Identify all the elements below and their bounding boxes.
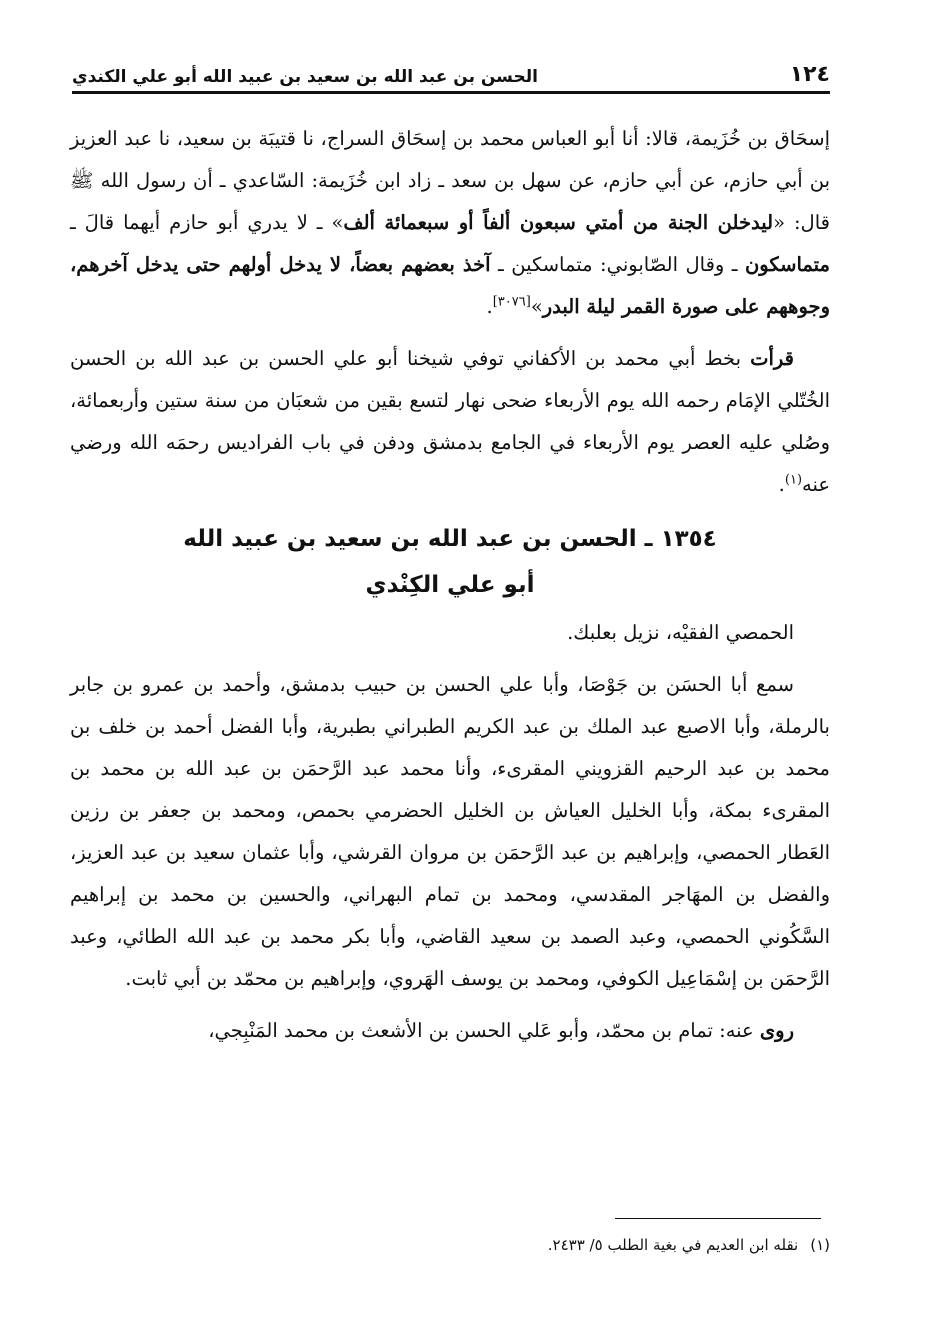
hadith-text-bold: ليدخلن الجنة من أمتي سبعون ألفاً أو سبعمائة ألف	[343, 211, 774, 234]
footnote	[70, 1232, 830, 1258]
narrator-comment: ـ وقال الصّابوني: متماسكين ـ	[490, 253, 745, 276]
page-header	[72, 58, 830, 94]
period: .	[778, 473, 785, 496]
lead-word: قرأت	[750, 347, 794, 370]
entry-heading-line-2: أبو علي الكِنْدي	[365, 572, 535, 598]
page-number: ١٢٤	[789, 62, 830, 87]
teachers-paragraph	[70, 664, 830, 1000]
paragraph-text: الحمصي الفقيْه، نزيل بعلبك.	[567, 621, 794, 644]
death-report-paragraph	[70, 338, 830, 506]
paragraph-text: سمع أبا الحسَن بن جَوْصَا، وأبا علي الحسن بن حبيب بدمشق، وأحمد بن عمرو بن جابر بالرملة، وأبا الاصبع عبد الملك بن عبد الكريم الطبراني بطبرية، وأبا الفضل أحمد بن خلف بن محمد بن عبد الرحيم القزويني المقرىء، وأنا محمد عبد الرَّحمَن بن عبد الله بن محمد بن المقرىء بمكة، وأبا الخليل العياش بن الخليل الحضرمي بحمص، ومحمد بن جعفر بن رزين العَطار الحمصي، وإبراهيم بن عبد الرَّحمَن بن مروان القرشي، وأبا عثمان سعيد بن عبد العزيز، والفضل بن المهَاجر المقدسي، ومحمد بن تمام البهراني، والحسين بن محمد بن إبراهيم السَّكُوني الحمصي، وعبد الصمد بن سعيد القاضي، وأبا بكر محمد بن عبد الله الطائي، وعبد الرَّحمَن بن إسْمَاعِيل الكوفي، ومحمد بن يوسف الهَروي، وإبراهيم بن محمّد بن أبي ثابت.	[70, 673, 830, 990]
hadith-paragraph	[70, 118, 830, 328]
footnote-text: نقله ابن العديم في بغية الطلب ٥/ ٢٤٣٣.	[547, 1236, 799, 1254]
hadith-text-bold: آخذ بعضهم بعضاً، لا يدخل أولهم حتى يدخل آخرهم، وجوههم على صورة القمر ليلة البدر	[70, 253, 830, 318]
running-title: الحسن بن عبد الله بن سعيد بن عبيد الله أبو علي الكندي	[72, 67, 538, 87]
hadith-text-bold: متماسكون	[744, 253, 830, 276]
lead-word: روى	[759, 1019, 794, 1042]
entry-heading-line-1: ١٣٥٤ ـ الحسن بن عبد الله بن سعيد بن عبيد الله	[183, 526, 717, 552]
narrator-comment: » ـ لا يدري أبو حازم أيهما قالَ ـ	[70, 211, 344, 234]
footnote-divider	[615, 1218, 821, 1219]
footnote-marker: (١)	[784, 472, 803, 488]
period: .	[486, 295, 493, 318]
footnote-number: (١)	[810, 1236, 830, 1254]
students-paragraph	[70, 1010, 830, 1052]
closing-quote: »	[530, 295, 543, 318]
paragraph-text: بخط أبي محمد بن الأكفاني توفي شيخنا أبو علي الحسن بن عبد الله بن الحسن الخُتّلي الإمَام رحمه الله يوم الأربعاء ضحى نهار لتسع بقين من شعبَان من سنة ستين وأربعمائة، وصُلي عليه العصر يوم الأربعاء في الجامع بدمشق ودفن في باب الفراديس رحمَه الله ورضي عنه	[70, 347, 831, 496]
paragraph-text: عنه: تمام بن محمّد، وأبو عَلي الحسن بن الأشعث بن محمد المَنْبِجي،	[208, 1019, 760, 1042]
main-text	[70, 118, 830, 1052]
entry-heading	[70, 516, 830, 608]
hadith-reference-number: [٣٠٧٦]	[492, 294, 531, 310]
biography-intro	[70, 612, 830, 654]
isnad-text: إسحَاق بن خُزَيمة، قالا: أنا أبو العباس محمد بن إسحَاق السراج، نا قتيبَة بن سعيد، نا عبد العزيز بن أبي حازم، عن أبي حازم، عن سهل بن سعد ـ زاد ابن خُزَيمة: السّاعدي ـ أن رسول الله ﷺ قال: «	[70, 127, 830, 234]
